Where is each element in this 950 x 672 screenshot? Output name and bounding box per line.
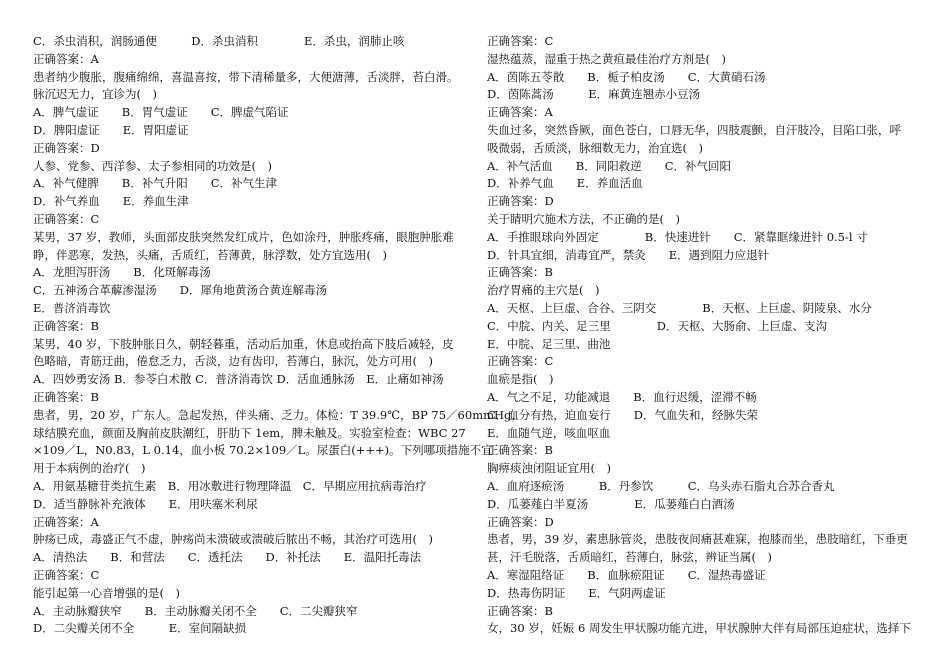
text-line: D．适当静脉补充液体 E．用呋塞米利尿: [33, 496, 258, 511]
text-line: 某男，40 岁，下肢肿胀日久，朝轻暮重，活动后加重，休息或抬高下肢后减轻，皮: [33, 336, 454, 351]
text-line: A．寒湿阻络证 B．血脉瘀阻证 C．湿热毒盛证: [487, 567, 766, 582]
text-line: A．补气健脾 B．补气升阳 C．补气生津: [33, 176, 278, 191]
text-line: D．茵陈蒿汤 E．麻黄连翘赤小豆汤: [487, 87, 701, 102]
text-line: 球结膜充血，颜面及胸前皮肤潮红，肝肋下 1em，脾未触及。实验室检查：WBC 27: [33, 425, 466, 440]
right-column: [487, 33, 919, 638]
text-line: A．脾气虚证 B．胃气虚证 C．脾虚气陷证: [33, 105, 289, 120]
text-line: 正确答案：B: [33, 389, 99, 404]
text-line: 肿疡已成，毒盛正气不虚，肿疡尚未溃破或溃破后脓出不畅，其治疗可选用( ): [33, 532, 433, 547]
text-line: C．杀虫消积，润肠通便 D．杀虫消积 E．杀虫，润肺止咳: [33, 34, 405, 48]
text-line: D．热毒伤阴证 E．气阴两虚证: [487, 585, 666, 600]
text-line: A．茵陈五苓散 B．栀子柏皮汤 C．大黄硝石汤: [487, 69, 766, 84]
text-line: 用于本病例的治疗( ): [33, 461, 146, 476]
text-line: D．二尖瓣关闭不全 E．室间隔缺损: [33, 621, 247, 636]
text-line: 胸痹痰浊闭阻证宜用( ): [487, 461, 611, 476]
text-line: A．血府逐瘀汤 B．丹参饮 C．乌头赤石脂丸合苏合香丸: [487, 478, 835, 493]
text-line: 某男，37 岁，教师，头面部皮肤突然发红成片，色如涂丹，肿胀疼痛，眼胞肿胀难: [33, 229, 454, 244]
text-line: D．补养气血 E．养血活血: [487, 176, 643, 191]
text-line: 吸微弱，舌质淡，脉细数无力，治宜选( ): [487, 140, 703, 155]
text-line: A．清热法 B．和营法 C．透托法 D．补托法 E．温阳托毒法: [33, 550, 422, 565]
text-line: 正确答案：C: [33, 567, 100, 582]
text-line: C．五神汤合革薢渗湿汤 D．犀角地黄汤合黄连解毒汤: [33, 283, 328, 298]
text-line: 正确答案：C: [487, 34, 554, 48]
text-line: 患者纳少腹胀，腹痛绵绵，喜温喜按，带下清稀量多，大便溏薄，舌淡胖，苔白滑。: [33, 69, 459, 84]
text-line: A．补气活血 B．同阳救逆 C．补气回阳: [487, 158, 732, 173]
text-line: A．用氨基糖苷类抗生素 B．用冰敷进行物理降温 C．早期应用抗病毒治疗: [33, 478, 427, 493]
text-line: 正确答案：C: [487, 354, 554, 369]
text-line: 治疗胃痛的主穴是( ): [487, 283, 600, 298]
text-line: D．针具宜细，消毒宜严，禁灸 E．遇到阻力应退针: [487, 247, 770, 262]
text-line: A．气之不足，功能减退 B．血行迟缓，涩滞不畅: [487, 389, 757, 404]
text-line: A．主动脉瓣狭窄 B．主动脉瓣关闭不全 C．二尖瓣狭窄: [33, 603, 358, 618]
text-line: 正确答案：A: [33, 514, 99, 529]
text-line: E．中脘、足三里、曲池: [487, 336, 611, 351]
text-line: D．补气养血 E．养血生津: [33, 194, 189, 209]
text-line: 人参、党参、西洋参、太子参相同的功效是( ): [33, 158, 272, 173]
text-line: D．脾阳虚证 E．胃阳虚证: [33, 122, 189, 137]
text-line: D．瓜蒌薤白半夏汤 E．瓜蒌薤白白酒汤: [487, 496, 735, 511]
text-line: 正确答案：D: [487, 194, 554, 209]
text-line: 正确答案：D: [33, 140, 100, 155]
text-line: ×109／L，N0.83，L 0.14，血小板 70.2×109／L。尿蛋白(+++)。下列哪项措施不宜: [33, 443, 493, 458]
text-line: 正确答案：B: [487, 265, 553, 280]
text-line: 睁，伴恶寒，发热，头痛，舌质红，苔薄黄，脉浮数，处方宜选用( ): [33, 247, 387, 262]
text-line: A．四妙勇安汤 B．参苓白术散 C．普济消毒饮 D．活血通脉汤 E．止痛如神汤: [33, 372, 444, 387]
text-line: A．天枢、上巨虚、合谷、三阴交 B．天枢、上巨虚、阴陵泉、水分: [487, 300, 872, 315]
text-line: 正确答案：B: [33, 318, 99, 333]
text-line: 关于睛明穴施术方法，不正确的是( ): [487, 211, 680, 226]
text-line: C．血分有热，迫血妄行 D．气血失和，经脉失荣: [487, 407, 759, 422]
text-line: 患者，男，39 岁，素患脉管炎，患肢夜间痛甚难寐，抱膝而坐，患肢暗红，下垂更: [487, 532, 908, 547]
text-line: E．血随气逆，咳血呕血: [487, 425, 611, 440]
text-line: E．普济消毒饮: [33, 300, 111, 315]
text-line: 正确答案：C: [33, 211, 100, 226]
text-line: 血瘀是指( ): [487, 372, 554, 387]
text-line: C．中脘、内关、足三里 D．天枢、大肠俞、上巨虚、支沟: [487, 318, 828, 333]
text-line: 正确答案：B: [487, 603, 553, 618]
text-line: 正确答案：A: [33, 51, 99, 66]
text-line: 脉沉迟无力，宜诊为( ): [33, 87, 157, 102]
text-line: 正确答案：D: [487, 514, 554, 529]
text-line: 湿热蕴蒸，湿重于热之黄疸最佳治疗方剂是( ): [487, 51, 726, 66]
text-line: 甚，汗毛脱落，舌质暗红，苔薄白，脉弦，辨证当属( ): [487, 550, 772, 565]
text-line: 正确答案：B: [487, 443, 553, 458]
text-line: 女，30 岁，妊娠 6 周发生甲状腺功能亢进，甲状腺肿大伴有局部压迫症状，选择下: [487, 621, 911, 636]
text-line: 患者，男，20 岁，广东人。急起发热，伴头痛、乏力。体检：T 39.9℃，BP 75／60mmHg，: [33, 407, 523, 422]
text-line: 能引起第一心音增强的是( ): [33, 585, 180, 600]
text-line: A．手推眼球向外固定 B．快速进针 C．紧靠眶缘进针 0.5-l 寸: [487, 229, 868, 244]
text-line: 正确答案：A: [487, 105, 553, 120]
text-line: 失血过多，突然昏厥，面色苍白，口唇无华，四肢震颤，自汗肢冷，目陷口张，呼: [487, 122, 901, 137]
text-line: A．龙胆泻肝汤 B．化斑解毒汤: [33, 265, 211, 280]
text-line: 色略暗，青筋迂曲，倦怠乏力，舌淡，边有齿印，苔薄白，脉沉，处方可用( ): [33, 354, 433, 369]
